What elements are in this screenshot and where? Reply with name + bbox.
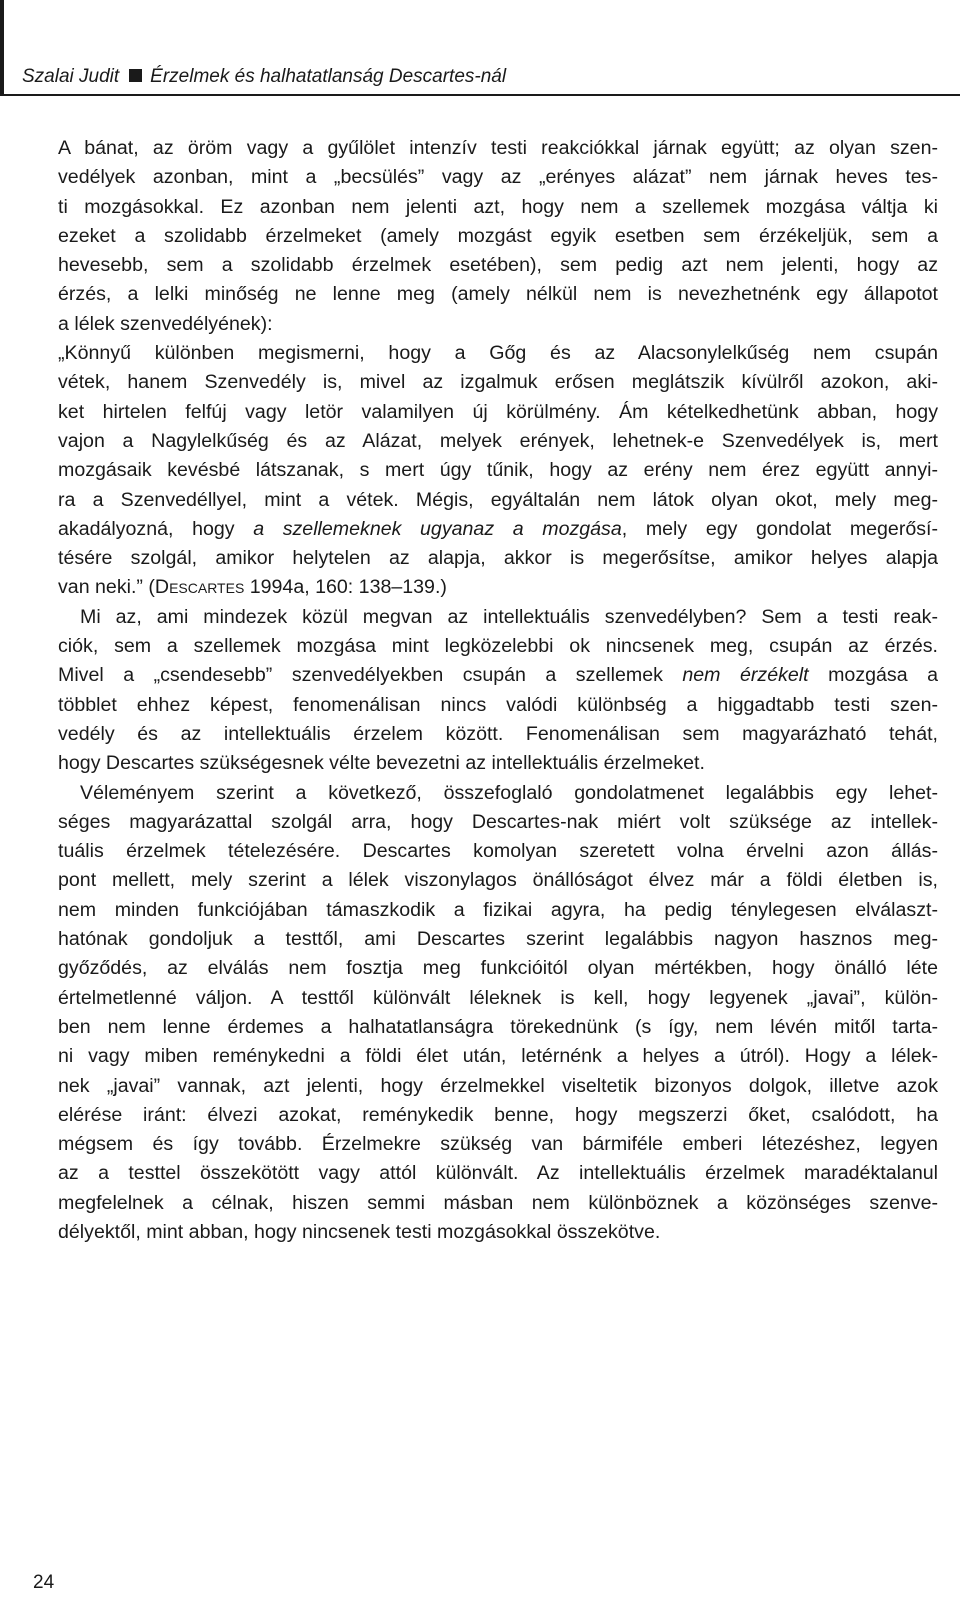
text-line: érzés, a lelki minőség ne lenne meg (amely nélkül nem is nevezhetnénk egy állapotot [58, 283, 938, 306]
header-rule [0, 94, 960, 96]
running-header [22, 66, 506, 88]
quote-text: van neki.” ( [58, 576, 155, 599]
body-text [58, 134, 938, 1247]
quote-line: vajon a Nagylelkűség és az Alázat, melyek erények, lehetnek-e Szenvedélyek is, mert [58, 429, 938, 452]
text-line: pont mellett, mely szerint a lélek viszonylagos önállóságot élvez már a földi életben is, [58, 869, 938, 892]
quote-text: , mely egy gondolat megerősí- [621, 517, 938, 540]
text-line: elérése iránt: élvezi azokat, reménykedik benne, hogy megszerzi őket, csalódott, ha [58, 1103, 938, 1126]
text-line: megfelelnek a célnak, hiszen semmi másban nem különböznek a közönséges szenve- [58, 1191, 938, 1214]
text-line: Véleményem szerint a következő, összefoglaló gondolatmenet legalábbis egy lehet- [80, 781, 938, 804]
header-author: Szalai Judit [22, 66, 120, 87]
text-line [58, 661, 938, 690]
text-line: az a testtel összekötött vagy attól különvált. Az intellektuális érzelmek maradéktalanul [58, 1162, 938, 1185]
quote-line: vétek, hanem Szenvedély is, mivel az izgalmuk erősen meglátszik kívülről azokon, aki- [58, 371, 938, 394]
text-line: nem minden funkciójában támaszkodik a fizikai agyra, ha pedig ténylegesen elválaszt- [58, 898, 938, 921]
text-line: többlet ehhez képest, fenomenálisan nincs valódi különbség a higgadtabb testi szen- [58, 693, 938, 716]
text-line: értelmetlenné váljon. A testtől különvált léleknek is kell, hogy legyenek „javai”, külön- [58, 986, 938, 1009]
square-bullet-icon [129, 69, 142, 82]
text-line: vedély és az intellektuális érzelem között. Fenomenálisan sem magyarázható tehát, [58, 722, 938, 745]
text-line: ni vagy miben reménykedni a földi élet után, letérnénk a helyes a útról). Hogy a lélek- [58, 1045, 938, 1068]
citation-author: Descartes [154, 576, 245, 599]
page-number: 24 [33, 1572, 55, 1593]
text-line: hevesebb, sem a szolidabb érzelmek esetében), sem pedig azt nem jelenti, hogy az [58, 254, 938, 277]
quote-line [58, 515, 938, 544]
quote-line: mozgásaik kevésbé látszanak, s mert úgy tűnik, hogy az erény nem érez együtt annyi- [58, 459, 938, 482]
text-span: mozgása a [808, 664, 938, 687]
quote-text: akadályozná, hogy [58, 517, 254, 540]
text-line: győződés, az elválás nem fosztja meg funkcióitól olyan mértékben, hogy önálló léte [58, 957, 938, 980]
page-frame-left-rule [0, 0, 4, 96]
text-line: a lélek szenvedélyének): [58, 312, 273, 335]
quote-emphasis: a szellemeknek ugyanaz a mozgása [253, 517, 622, 540]
text-line: vedélyek azonban, mint a „becsülés” vagy az „erényes alázat” nem járnak heves tes- [58, 166, 938, 189]
text-line: A bánat, az öröm vagy a gyűlölet intenzív testi reakciókkal járnak együtt; az olyan szen- [58, 137, 938, 159]
text-span: Mivel a „csendesebb” szenvedélyekben csupán a szellemek [58, 664, 683, 687]
header-title: Érzelmek és halhatatlanság Descartes-nál [150, 66, 507, 87]
text-line: séges magyarázattal szolgál arra, hogy Descartes-nak miért volt szüksége az intellek- [58, 810, 938, 833]
text-line: ciók, sem a szellemek mozgása mint legközelebbi ok nincsenek meg, csupán az érzés. [58, 635, 938, 658]
quote-line: ra a Szenvedéllyel, mint a vétek. Mégis, egyáltalán nem látok olyan okot, mely meg- [58, 488, 938, 511]
quote-line: „Könnyű különben megismerni, hogy a Gőg és az Alacsonylelkűség nem csupán [58, 342, 938, 365]
quote-line [58, 573, 938, 602]
text-line: Mi az, ami mindezek közül megvan az intellektuális szenvedélyben? Sem a testi reak- [80, 605, 938, 628]
text-line: nek „javai” vannak, azt jelenti, hogy érzelmekkel viseltetik bizonyos dolgok, illetve azok [58, 1074, 938, 1097]
text-line: ezeket a szolidabb érzelmeket (amely mozgást egyik esetben sem érzékeljük, sem a [58, 224, 938, 247]
quote-line: ket hirtelen felfúj vagy letör valamilyen új körülmény. Ám kételkedhetünk abban, hogy [58, 400, 938, 423]
text-line: hatónak gondoljuk a testtől, ami Descartes szerint legalábbis nagyon hasznos meg- [58, 928, 938, 951]
text-emphasis: nem érzékelt [682, 664, 809, 687]
quote-line: tésére szolgál, amikor helytelen az alapja, akkor is megerősítse, amikor helyes alapja [58, 547, 938, 570]
text-line: ben nem lenne érdemes a halhatatlanságra törekednünk (s így, nem lévén mitől tarta- [58, 1015, 938, 1038]
text-line: mégsem és így tovább. Érzelmekre szükség van bármiféle emberi létezéshez, legyen [58, 1133, 938, 1156]
text-line: tuális érzelmek tételezésére. Descartes komolyan szeretett volna érvelni azon állás- [58, 840, 938, 863]
text-line: ti mozgásokkal. Ez azonban nem jelenti azt, hogy nem a szellemek mozgása váltja ki [58, 195, 938, 218]
citation-reference: 1994a, 160: 138–139.) [244, 576, 447, 599]
text-line: hogy Descartes szükségesnek vélte bevezetni az intellektuális érzelmeket. [58, 752, 705, 775]
text-line: délyektől, mint abban, hogy nincsenek testi mozgásokkal összekötve. [58, 1220, 661, 1243]
